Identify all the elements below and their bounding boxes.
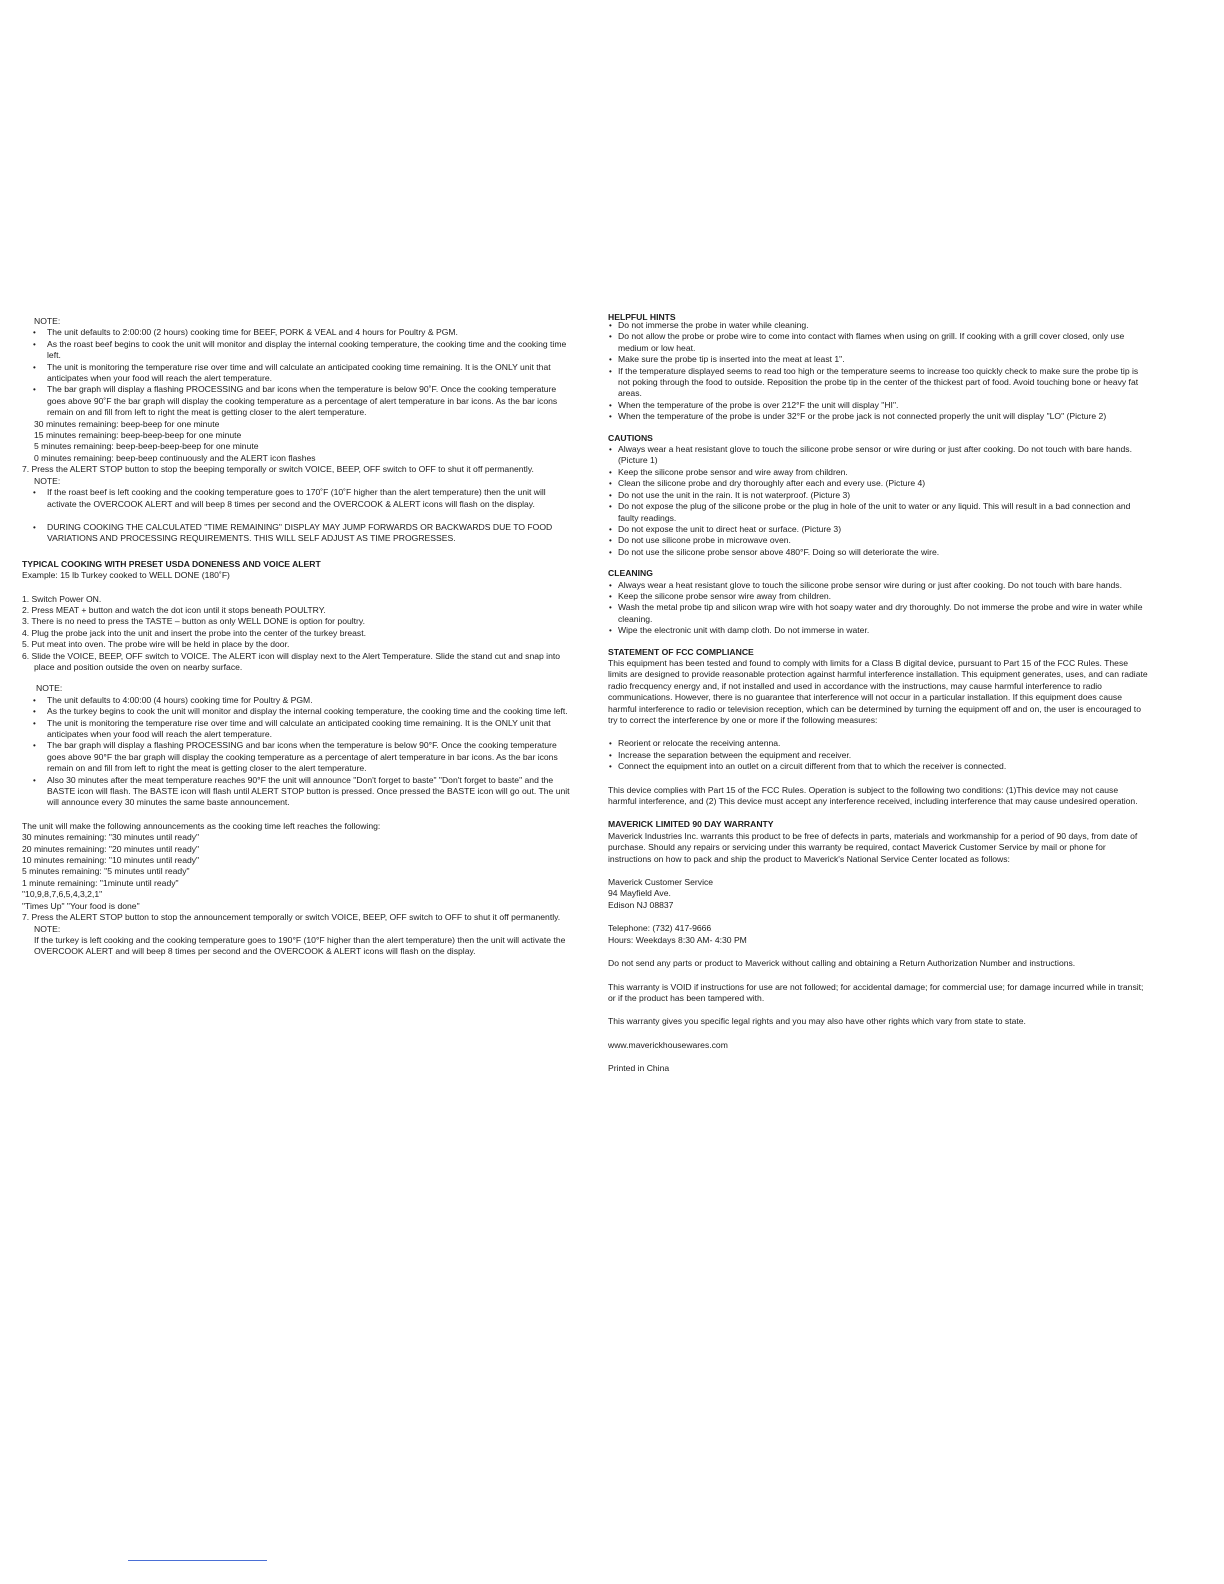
list-item: • The unit defaults to 2:00:00 (2 hours) cooking time for BEEF, PORK & VEAL and 4 hours for Poultry & PGM. <box>22 327 574 338</box>
announcement-line: 5 minutes remaining: "5 minutes until ready" <box>22 866 190 877</box>
announcement-line: "10,9,8,7,6,5,4,3,2,1" <box>22 889 103 900</box>
beep-line: 0 minutes remaining: beep-beep continuously and the ALERT icon flashes <box>34 452 316 463</box>
website: www.maverickhousewares.com <box>608 1039 728 1050</box>
list-item: • Connect the equipment into an outlet on a circuit different from that to which the receiver is connected. <box>608 761 1148 772</box>
note-label: NOTE: <box>34 475 61 486</box>
announcement-line: 10 minutes remaining: "10 minutes until ready" <box>22 855 200 866</box>
list-item: • Reorient or relocate the receiving antenna. <box>608 738 1148 749</box>
announcement-line: 30 minutes remaining: "30 minutes until ready" <box>22 832 200 843</box>
during-cooking-notice <box>22 522 574 545</box>
note-list-overcook <box>22 487 574 510</box>
section-heading-typical-cooking: TYPICAL COOKING WITH PRESET USDA DONENESS AND VOICE ALERT <box>22 558 321 569</box>
list-item: • Always wear a heat resistant glove to touch the silicone probe sensor wire during or just after cooking. Do not touch with bare hands. <box>608 580 1148 591</box>
list-item: • Keep the silicone probe sensor and wire away from children. <box>608 467 1148 478</box>
list-item: • Do not expose the unit to direct heat or surface. (Picture 3) <box>608 524 1148 535</box>
list-item: • The bar graph will display a flashing PROCESSING and bar icons when the temperature is below 90°F. Once the cooking temperature goes above 90°F the bar graph will display the cooking temperature as a percentage of alert temperature in bar icons. As the bar icons remain on and fill from left to right the meat is getting closer to the alert temperature. <box>22 740 574 774</box>
service-hours: Hours: Weekdays 8:30 AM- 4:30 PM <box>608 934 747 945</box>
example-line: Example: 15 lb Turkey cooked to WELL DONE (180˚F) <box>22 570 230 581</box>
step-7-beeping: 7. Press the ALERT STOP button to stop the beeping temporally or switch VOICE, BEEP, OFF switch to OFF to shut it off permanently. <box>22 464 534 475</box>
announcement-schedule <box>22 832 574 912</box>
note-label: NOTE: <box>36 683 63 694</box>
list-item: • Do not use the silicone probe sensor above 480°F. Doing so will deteriorate the wire. <box>608 547 1148 558</box>
list-item: • Do not use silicone probe in microwave oven. <box>608 535 1148 546</box>
warranty-void-note: This warranty is VOID if instructions for use are not followed; for accidental damage; for commercial use; for damage incurred while in transit; or if the product has been tampered with. <box>608 981 1144 1003</box>
section-heading-cautions: CAUTIONS <box>608 432 653 443</box>
address-line: 94 Mayfield Ave. <box>608 888 671 899</box>
announcement-line: "Times Up" "Your food is done" <box>22 900 140 911</box>
helpful-hints-list <box>608 320 1148 423</box>
list-item: • Do not immerse the probe in water while cleaning. <box>608 320 1148 331</box>
list-item: • When the temperature of the probe is under 32°F or the probe jack is not connected properly the unit will display "LO" (Picture 2) <box>608 411 1148 422</box>
legal-rights-note: This warranty gives you specific legal rights and you may also have other rights which vary from state to state. <box>608 1016 1026 1027</box>
announcements-intro: The unit will make the following announcements as the cooking time left reaches the following: <box>22 820 381 831</box>
cautions-list <box>608 444 1148 558</box>
fcc-statement: This equipment has been tested and found to comply with limits for a Class B digital device, pursuant to Part 15 of the FCC Rules. These limits are designed to provide reasonable protection against harmful interference installation. This equipment generates, uses, and can radiate radio frecquency energy and, if not installed and used in accordance with the instructions, may cause harmful interference to radio communications. However, there is no guarantee that interference will not occur in a particular installation. If this equipment does cause harmful interference to radio or television reception, which can be determined by turning the equipment off and on, the user is encouraged to try to correct the interference by one or more if the following measures: <box>608 657 1148 725</box>
cleaning-lead <box>608 580 1148 591</box>
list-item: • Do not allow the probe or probe wire to come into contact with flames when using on grill. If cooking with a grill cover closed, only use medium or low heat. <box>608 331 1148 354</box>
list-item: • The unit is monitoring the temperature rise over time and will calculate an anticipated cooking time remaining. It is the ONLY unit that anticipates when your food will reach the alert temperature. <box>22 718 574 741</box>
return-authorization-note: Do not send any parts or product to Maverick without calling and obtaining a Return Authorization Number and instructions. <box>608 958 1076 969</box>
note-list-turkey <box>22 695 574 809</box>
cleaning-list <box>608 591 1148 637</box>
fcc-measures-list <box>608 738 1148 772</box>
section-heading-fcc: STATEMENT OF FCC COMPLIANCE <box>608 646 754 657</box>
left-column <box>22 316 574 958</box>
note-label: NOTE: <box>34 316 61 326</box>
section-heading-cleaning: CLEANING <box>608 568 653 579</box>
warranty-text: Maverick Industries Inc. warrants this product to be free of defects in parts, materials and workmanship for a period of 90 days, from date of purchase. Should any repairs or servicing under this warranty be required, contact Maverick Customer Service by mail or phone for instructions on how to pack and ship the product to Maverick's National Service Center located as follows: <box>608 830 1138 864</box>
beep-line: 15 minutes remaining: beep-beep-beep for one minute <box>34 430 242 441</box>
printed-in: Printed in China <box>608 1063 670 1074</box>
beep-line: 5 minutes remaining: beep-beep-beep-beep for one minute <box>34 441 259 452</box>
list-item: • If the temperature displayed seems to read too high or the temperature seems to increase too quickly check to make sure the probe tip is not poking through the food to outside. Reposition the probe tip in the center of the thickest part of food. Avoid touching bone or heavy fat areas. <box>608 366 1148 400</box>
step-item: 5. Put meat into oven. The probe wire will be held in place by the door. <box>22 639 290 650</box>
step-item: 1. Switch Power ON. <box>22 593 102 604</box>
step-item: 3. There is no need to press the TASTE – button as only WELL DONE is option for poultry. <box>22 616 365 627</box>
address-line: Edison NJ 08837 <box>608 899 674 910</box>
section-heading-helpful-hints: HELPFUL HINTS <box>608 313 676 320</box>
section-heading-warranty: MAVERICK LIMITED 90 DAY WARRANTY <box>608 819 774 830</box>
list-item: • Also 30 minutes after the meat temperature reaches 90°F the unit will announce "Don't forget to baste" "Don't forget to baste" and the BASTE icon will flash. The BASTE icon will flash until ALERT STOP button is pressed. Once pressed the BASTE icon will go out. The unit will announce every 30 minutes the same baste announcement. <box>22 775 574 809</box>
list-item: • As the roast beef begins to cook the unit will monitor and display the internal cooking temperature, the cooking time and the cooking time left. <box>22 339 574 362</box>
list-item: • As the turkey begins to cook the unit will monitor and display the internal cooking temperature, the cooking time and the cooking time left. <box>22 706 574 717</box>
list-item: • The unit is monitoring the temperature rise over time and will calculate an anticipated cooking time remaining. It is the ONLY unit that anticipates when your food will reach the alert temperature. <box>22 362 574 385</box>
overcook-note: If the turkey is left cooking and the cooking temperature goes to 190°F (10°F higher than the alert temperature) then the unit will activate the OVERCOOK ALERT and will beep 8 times per second and the OVERCOOK & ALERT icons will flash on the display. <box>34 934 566 957</box>
list-item: • Do not use the unit in the rain. It is not waterproof. (Picture 3) <box>608 490 1148 501</box>
step-7-announcement: 7. Press the ALERT STOP button to stop the announcement temporally or switch VOICE, BEEP, OFF switch to OFF to shut it off permanently. <box>22 912 561 923</box>
beep-line: 30 minutes remaining: beep-beep for one minute <box>34 418 220 429</box>
list-item: • Make sure the probe tip is inserted into the meat at least 1". <box>608 354 1148 365</box>
list-item: • Keep the silicone probe sensor wire away from children. <box>608 591 1148 602</box>
announcement-line: 20 minutes remaining: "20 minutes until ready" <box>22 843 200 854</box>
telephone: Telephone: (732) 417-9666 <box>608 923 712 934</box>
service-address <box>608 877 1148 911</box>
right-column <box>608 314 1148 1075</box>
list-item: • Wash the metal probe tip and silicon wrap wire with hot soapy water and dry thoroughly. Do not immerse the probe and wire in water while cleaning. <box>608 602 1148 625</box>
divider-line <box>128 1560 267 1561</box>
step-item: 4. Plug the probe jack into the unit and insert the probe into the center of the turkey breast. <box>22 627 366 638</box>
list-item: • Always wear a heat resistant glove to touch the silicone probe sensor or wire during or just after cooking. Do not touch with bare hands. (Picture 1) <box>608 444 1148 467</box>
list-item: • The bar graph will display a flashing PROCESSING and bar icons when the temperature is below 90˚F. Once the cooking temperature goes above 90˚F the bar graph will display the cooking temperature as a percentage of alert temperature in bar icons. As the bar icons remain on and fill from left to right the meat is getting closer to the alert temperature. <box>22 384 574 418</box>
note-list-roast-beef <box>22 327 574 418</box>
list-item: • Increase the separation between the equipment and receiver. <box>608 750 1148 761</box>
list-item: • DURING COOKING THE CALCULATED "TIME REMAINING" DISPLAY MAY JUMP FORWARDS OR BACKWARDS DUE TO FOOD VARIATIONS AND PROCESSING REQUIREMENTS. THIS WILL SELF ADJUST AS TIME PROGRESSES. <box>22 522 574 545</box>
note-label: NOTE: <box>34 923 61 934</box>
fcc-part15: This device complies with Part 15 of the FCC Rules. Operation is subject to the following two conditions: (1)This device may not cause harmful interference, and (2) This device must accept any interference received, including interference that may cause undesired operation. <box>608 784 1138 807</box>
list-item: • If the roast beef is left cooking and the cooking temperature goes to 170˚F (10˚F higher than the alert temperature) then the unit will activate the OVERCOOK ALERT and will beep 8 times per second and the OVERCOOK & ALERT icons will flash on the display. <box>22 487 574 510</box>
cooking-steps <box>22 594 574 674</box>
step-item: 2. Press MEAT + button and watch the dot icon until it stops beneath POULTRY. <box>22 604 326 615</box>
list-item: • When the temperature of the probe is over 212°F the unit will display "HI". <box>608 400 1148 411</box>
list-item: • The unit defaults to 4:00:00 (4 hours) cooking time for Poultry & PGM. <box>22 695 574 706</box>
list-item: • Do not expose the plug of the silicone probe or the plug in hole of the unit to water or any liquid. This will result in a bad connection and faulty readings. <box>608 501 1148 524</box>
beep-schedule <box>22 419 574 465</box>
list-item: • Clean the silicone probe and dry thoroughly after each and every use. (Picture 4) <box>608 478 1148 489</box>
announcement-line: 1 minute remaining: "1minute until ready" <box>22 877 179 888</box>
address-line: Maverick Customer Service <box>608 877 714 888</box>
step-item: 6. Slide the VOICE, BEEP, OFF switch to VOICE. The ALERT icon will display next to the Alert Temperature. Slide the stand cut and snap into place and position outside the oven on nearby surface. <box>22 650 561 672</box>
list-item: • Wipe the electronic unit with damp cloth. Do not immerse in water. <box>608 625 1148 636</box>
